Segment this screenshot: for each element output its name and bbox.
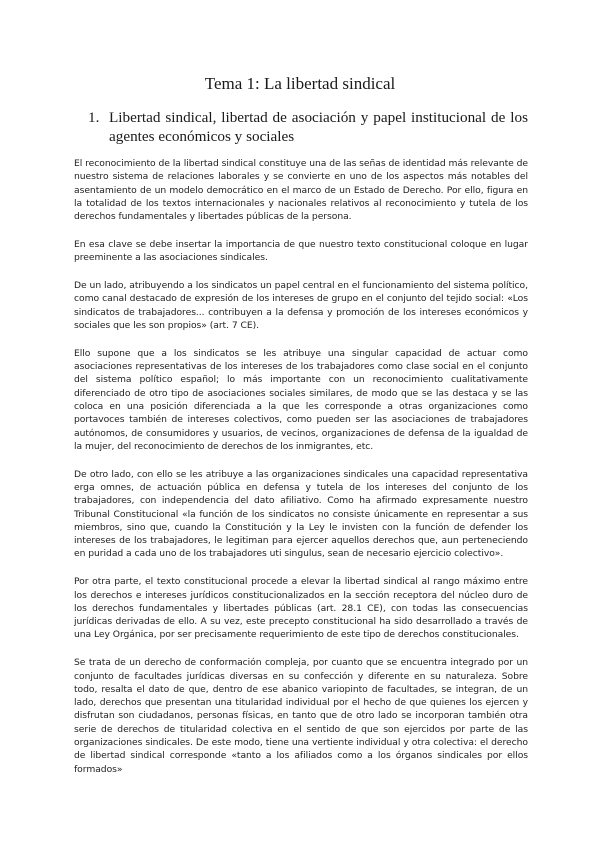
paragraph: De un lado, atribuyendo a los sindicatos un papel central en el funcionamiento del sistema político, como canal destacado de expresión de los intereses de grupo en el conjunto del tejido social: «Los sindicatos de trabajadores... contribuyen a la defensa y promoción de los intereses económicos y sociales que les son propios» (art. 7 CE). bbox=[74, 280, 528, 331]
paragraph: Ello supone que a los sindicatos se les atribuye una singular capacidad de actuar como asociaciones representativas de los intereses de los trabajadores como clase social en el conjunto del sistema político español; lo más importante con un reconocimiento cualitativamente diferenciado de otro tipo de asociaciones sociales similares, de modo que se las destaca y se las coloca en una posición diferenciada a la que les corresponde a otras organizaciones como portavoces también de intereses colectivos, como pueden ser las asociaciones de trabajadores autónomos, de consumidores y usuarios, de vecinos, organizaciones de defensa de la igualdad de la mujer, del reconocimiento de derechos de los inmigrantes, etc. bbox=[74, 347, 528, 452]
paragraph: De otro lado, con ello se les atribuye a las organizaciones sindicales una capacidad representativa erga omnes, de actuación pública en defensa y tutela de los intereses del conjunto de los trabajadores, con independencia del dato afiliativo. Como ha afirmado expresamente nuestro Tribunal Constitucional «la función de los sindicatos no consiste únicamente en representar a sus miembros, sino que, cuando la Constitución y la Ley le invisten con la función de defender los intereses de los trabajadores, le legitiman para ejercer aquellos derechos que, aun perteneciendo en puridad a cada uno de los trabajadores uti singulus, sean de necesario ejercicio colectivo». bbox=[74, 468, 528, 560]
paragraph: Por otra parte, el texto constitucional procede a elevar la libertad sindical al rango máximo entre los derechos e intereses jurídicos constitucionalizados en la sección receptora del núcleo duro de los derechos fundamentales y libertades públicas (art. 28.1 CE), con todas las consecuencias jurídicas derivadas de ello. A su vez, este precepto constitucional ha sido desarrollado a través de una Ley Orgánica, por ser precisamente requerimiento de este tipo de derechos constitucionales. bbox=[74, 576, 528, 641]
paragraph: En esa clave se debe insertar la importancia de que nuestro texto constitucional coloque en lugar preeminente a las asociaciones sindicales. bbox=[74, 238, 528, 264]
document-title: Tema 1: La libertad sindical bbox=[204, 74, 396, 93]
section-heading-text: Libertad sindical, libertad de asociación y papel institucional de los agentes económicos y sociales bbox=[109, 109, 528, 145]
document-body bbox=[74, 157, 528, 790]
paragraph: El reconocimiento de la libertad sindical constituye una de las señas de identidad más relevante de nuestro sistema de relaciones laborales y se convierte en uno de los aspectos más notables del asentamiento de un modelo democrático en el marco de un Estado de Derecho. Por ello, figura en la totalidad de los textos internacionales y nacionales relativos al reconocimiento y tutela de los derechos fundamentales y libertades públicas de la persona. bbox=[74, 158, 528, 223]
paragraph: Se trata de un derecho de conformación compleja, por cuanto que se encuentra integrado por un conjunto de facultades jurídicas diversas en su confección y diferente en su naturaleza. Sobre todo, resalta el dato de que, dentro de ese abanico variopinto de facultades, se integran, de un lado, derechos que presentan una titularidad individual por el hecho de que quienes los ejercen y disfrutan son ciudadanos, personas físicas, en tanto que de otro lado se incorporan también otra serie de derechos de titularidad colectiva en el sentido de que son ejercidos por parte de las organizaciones sindicales. De este modo, tiene una vertiente individual y otra colectiva: el derecho de libertad sindical corresponde «tanto a los afiliados como a los órganos sindicales por ellos formados» bbox=[74, 657, 528, 775]
section-number: 1. bbox=[88, 109, 100, 126]
section-heading bbox=[88, 108, 528, 146]
